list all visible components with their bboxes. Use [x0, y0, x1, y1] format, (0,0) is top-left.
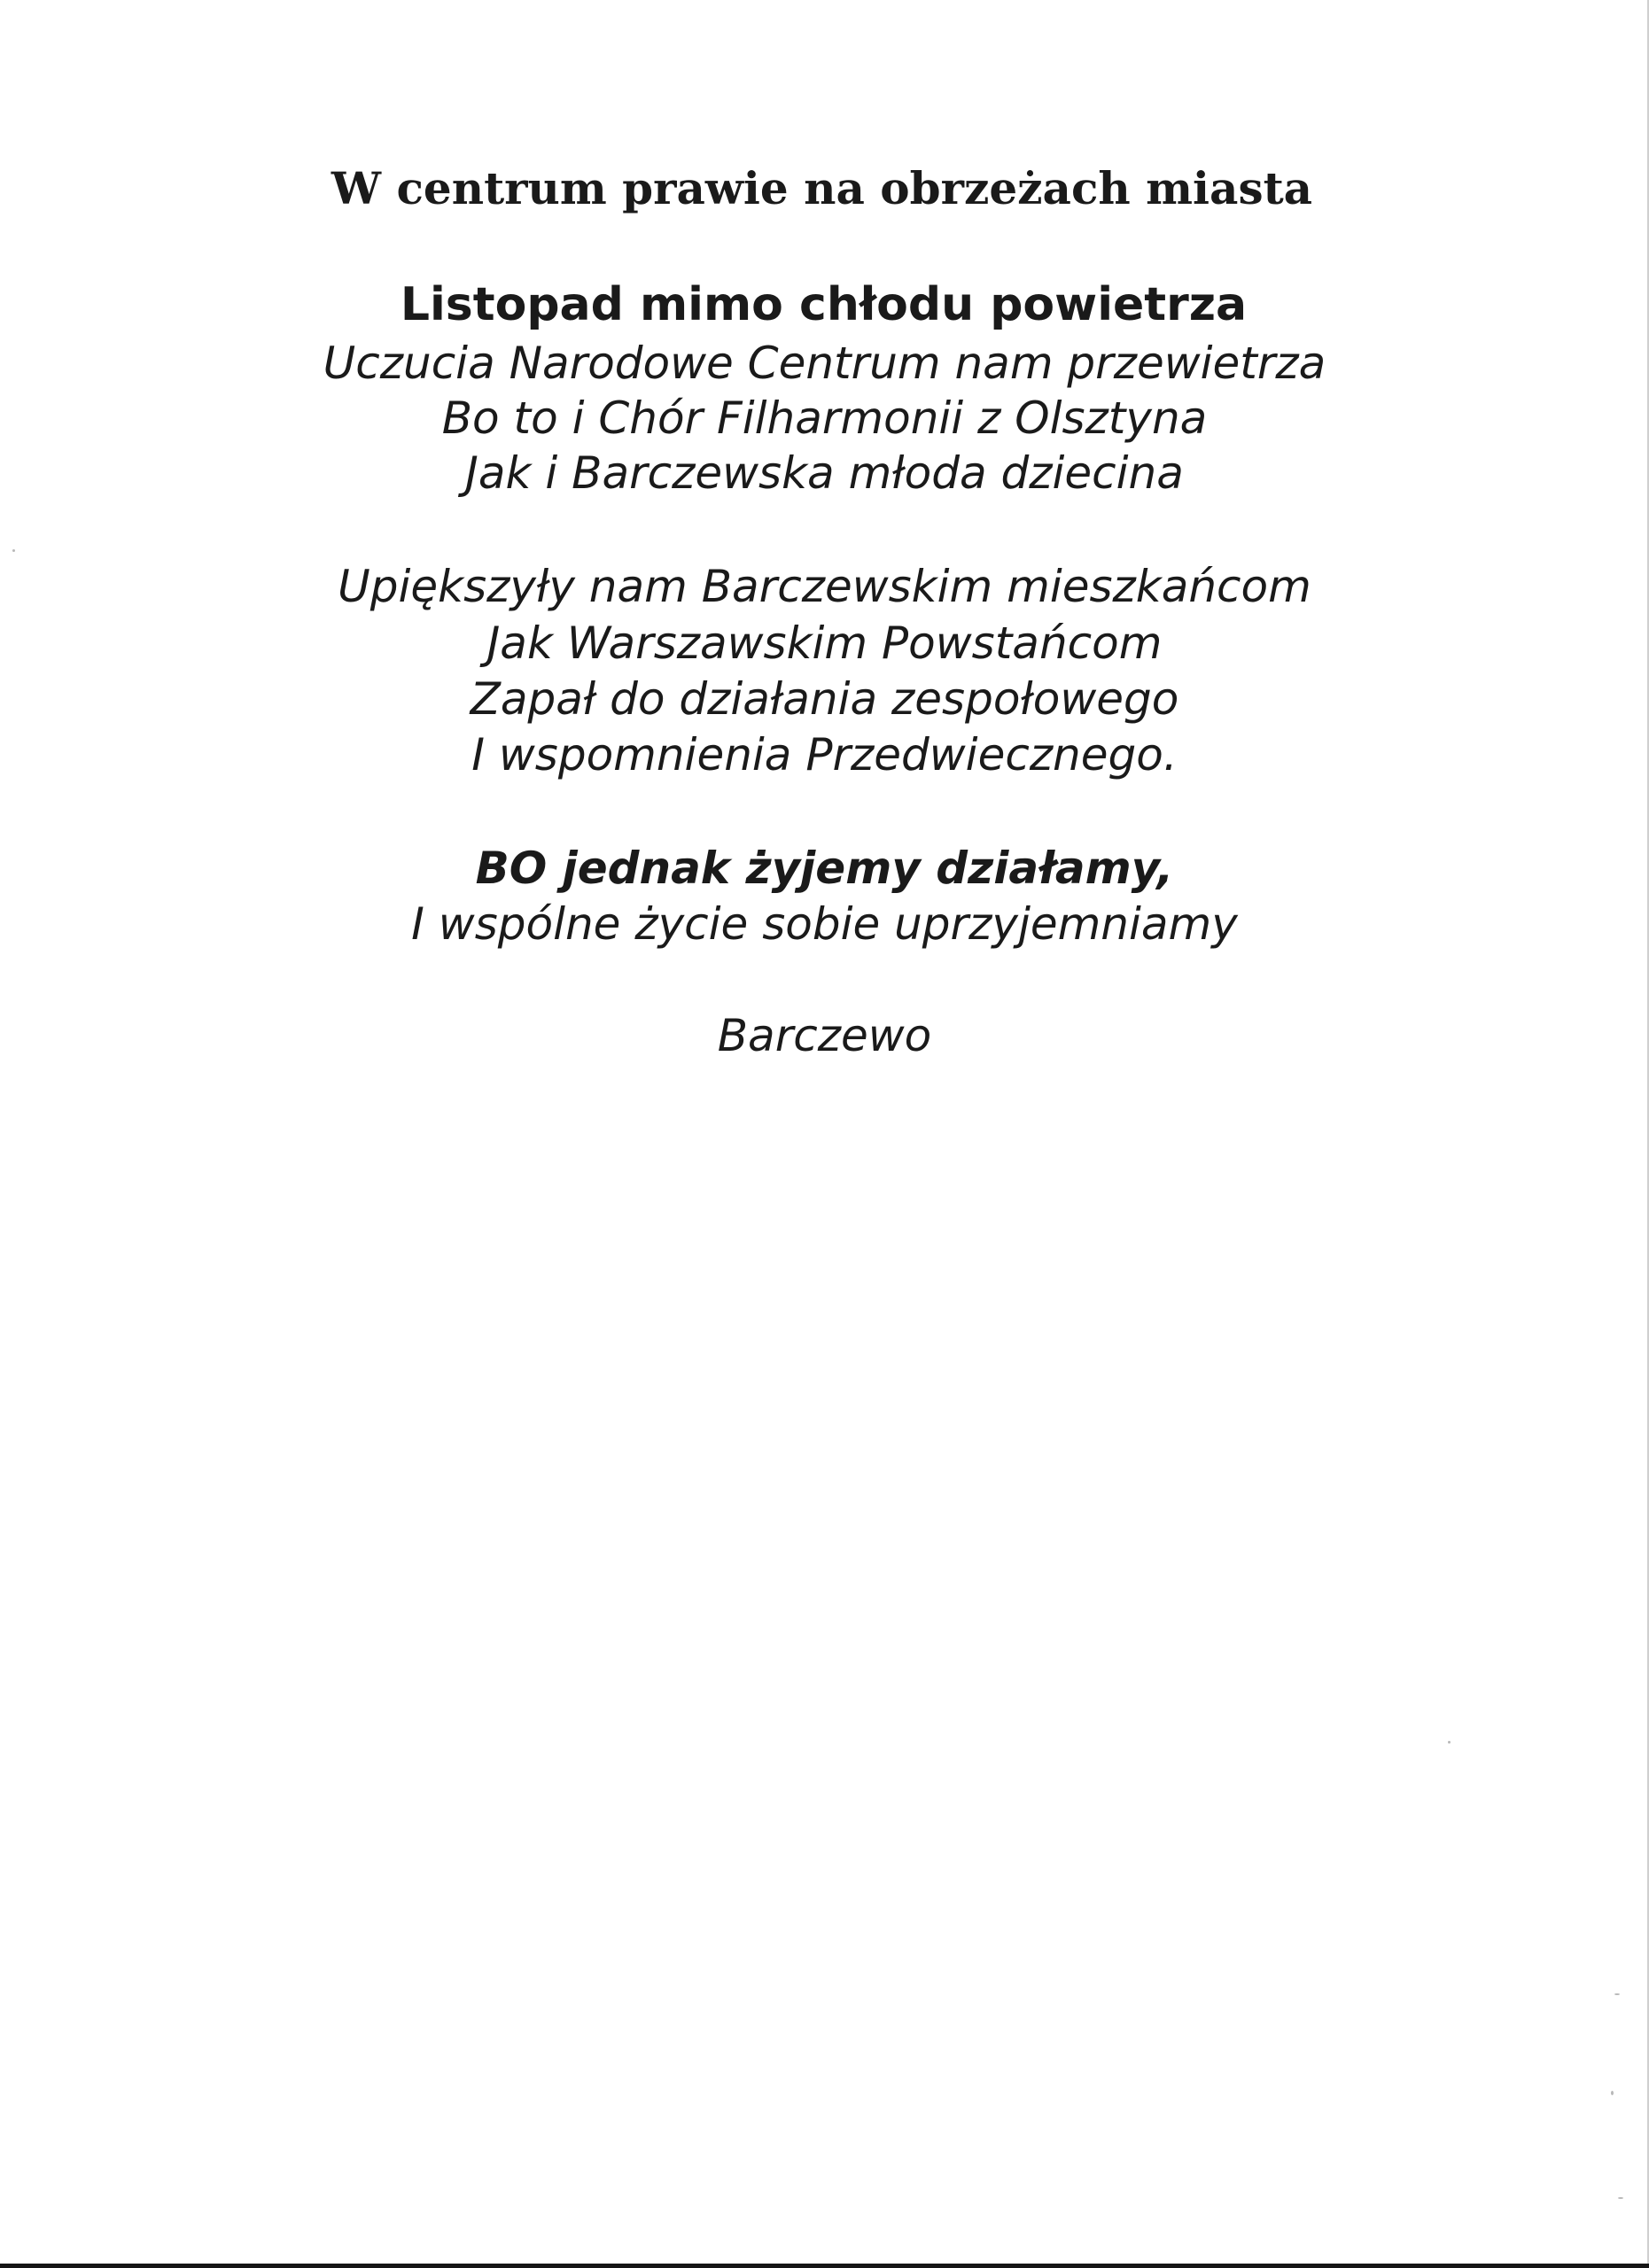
poem-line-3: Bo to i Chór Filharmonii z Olsztyna	[441, 392, 1208, 444]
poem-line-2: Uczucia Narodowe Centrum nam przewietrza	[323, 338, 1326, 389]
poem-title: W centrum prawie na obrzeżach miasta	[331, 162, 1313, 214]
poem-line-1: Listopad mimo chłodu powietrza	[400, 278, 1248, 331]
scan-speck	[12, 549, 15, 552]
poem-line-6: Jak Warszawskim Powstańcom	[486, 617, 1163, 669]
scan-speck	[1614, 1993, 1620, 1995]
poem-line-10: I wspólne życie sobie uprzyjemniamy	[411, 898, 1238, 950]
scan-speck	[1611, 2091, 1614, 2095]
poem-line-8: I wspomnienia Przedwiecznego.	[471, 729, 1178, 781]
scan-speck	[1448, 1741, 1451, 1744]
poem-line-5: Upiększyły nam Barczewskim mieszkańcom	[338, 561, 1311, 612]
poem-line-7: Zapał do działania zespołowego	[470, 673, 1179, 725]
poem-line-9: BO jednak żyjemy działamy,	[475, 843, 1174, 894]
poem-line-4: Jak i Barczewska młoda dziecina	[465, 447, 1184, 499]
scan-speck	[1618, 2197, 1623, 2199]
scan-edge-bottom	[0, 2264, 1649, 2268]
poem-signature: Barczewo	[717, 1010, 932, 1061]
